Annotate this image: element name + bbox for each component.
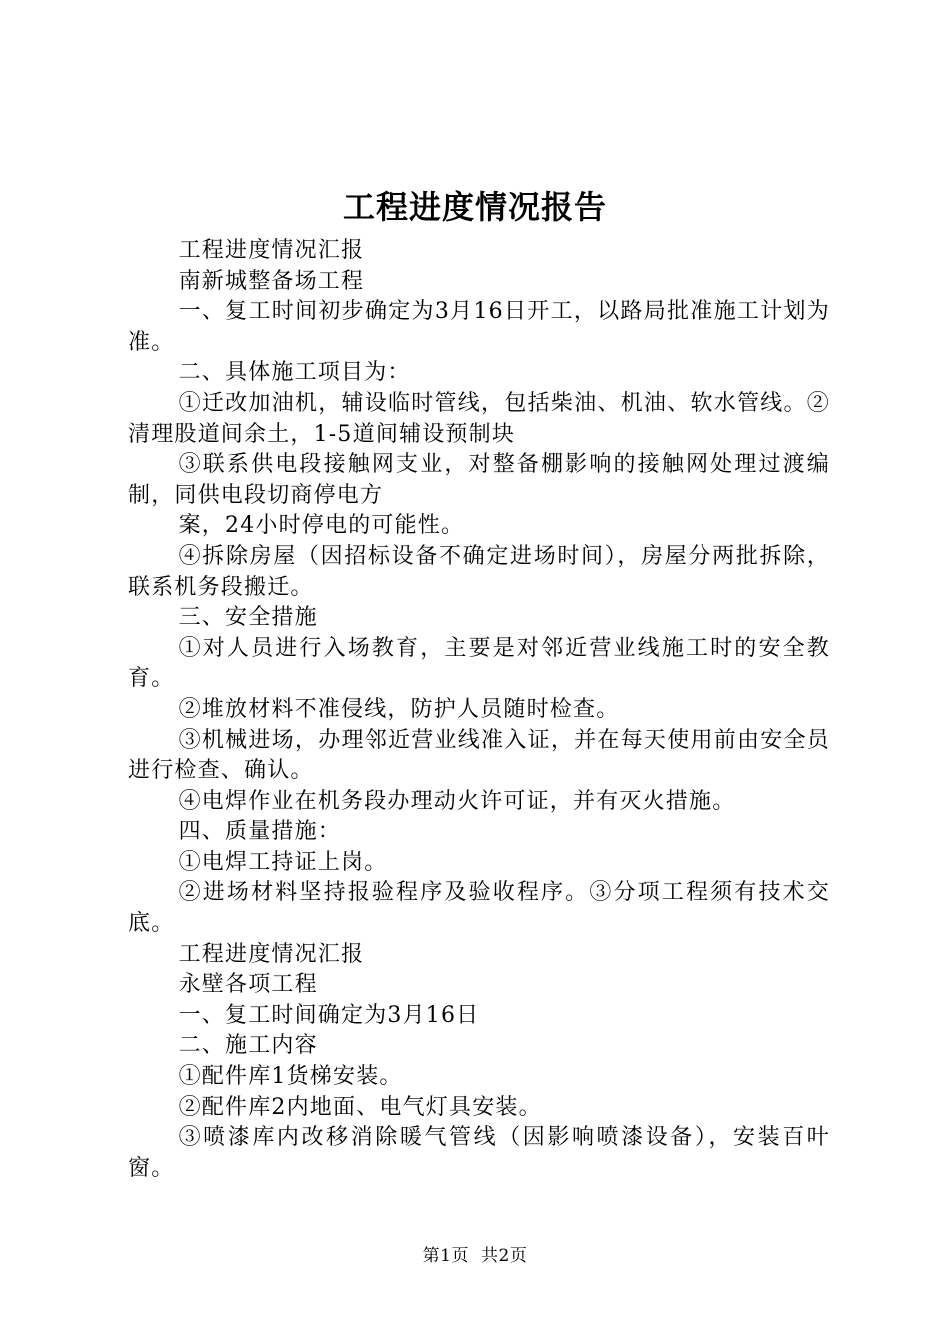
document-body xyxy=(128,236,830,1184)
paragraph: ①配件库1货梯安装。 xyxy=(178,1064,403,1090)
paragraph: 三、安全措施 xyxy=(178,605,318,631)
paragraph: ③喷漆库内改移消除暖气管线（因影响喷漆设备），安装百叶窗。 xyxy=(128,1125,830,1181)
paragraph: ④拆除房屋（因招标设备不确定进场时间），房屋分两批拆除，联系机务段搬迁。 xyxy=(128,543,830,600)
paragraph: 永壁各项工程 xyxy=(178,972,318,998)
paragraph: ②进场材料坚持报验程序及验收程序。③分项工程须有技术交底。 xyxy=(128,880,830,937)
paragraph: 工程进度情况汇报 xyxy=(178,238,365,263)
document-title: 工程进度情况报告 xyxy=(342,188,607,226)
paragraph: ①对人员进行入场教育，主要是对邻近营业线施工时的安全教育。 xyxy=(128,635,830,692)
paragraph: 二、施工内容 xyxy=(178,1033,318,1059)
paragraph: 四、质量措施： xyxy=(178,819,341,845)
paragraph: 南新城整备场工程 xyxy=(178,268,365,294)
paragraph: 二、具体施工项目为： xyxy=(178,360,411,386)
paragraph: ②配件库2内地面、电气灯具安装。 xyxy=(178,1094,542,1120)
paragraph: 一、复工时间确定为3月16日 xyxy=(178,1002,480,1028)
paragraph: 案，24小时停电的可能性。 xyxy=(178,513,465,539)
page-number-current: 第1页 xyxy=(422,1246,469,1266)
paragraph: 工程进度情况汇报 xyxy=(178,941,365,967)
page-footer xyxy=(0,1244,950,1268)
paragraph: ①迁改加油机，辅设临时管线，包括柴油、机油、软水管线。②清理股道间余土，1-5道间辅设预制块 xyxy=(128,390,830,447)
paragraph: ④电焊作业在机务段办理动火许可证，并有灭火措施。 xyxy=(178,788,736,814)
paragraph: ③联系供电段接触网支业，对整备棚影响的接触网处理过渡编制，同供电段切商停电方 xyxy=(128,452,830,508)
paragraph: ①电焊工持证上岗。 xyxy=(178,849,388,875)
page-number-total: 共2页 xyxy=(481,1246,528,1266)
paragraph: 一、复工时间初步确定为3月16日开工，以路局批准施工计划为准。 xyxy=(128,299,830,355)
paragraph: ③机械进场，办理邻近营业线准入证，并在每天使用前由安全员进行检查、确认。 xyxy=(128,727,830,784)
paragraph: ②堆放材料不准侵线，防护人员随时检查。 xyxy=(178,696,620,722)
